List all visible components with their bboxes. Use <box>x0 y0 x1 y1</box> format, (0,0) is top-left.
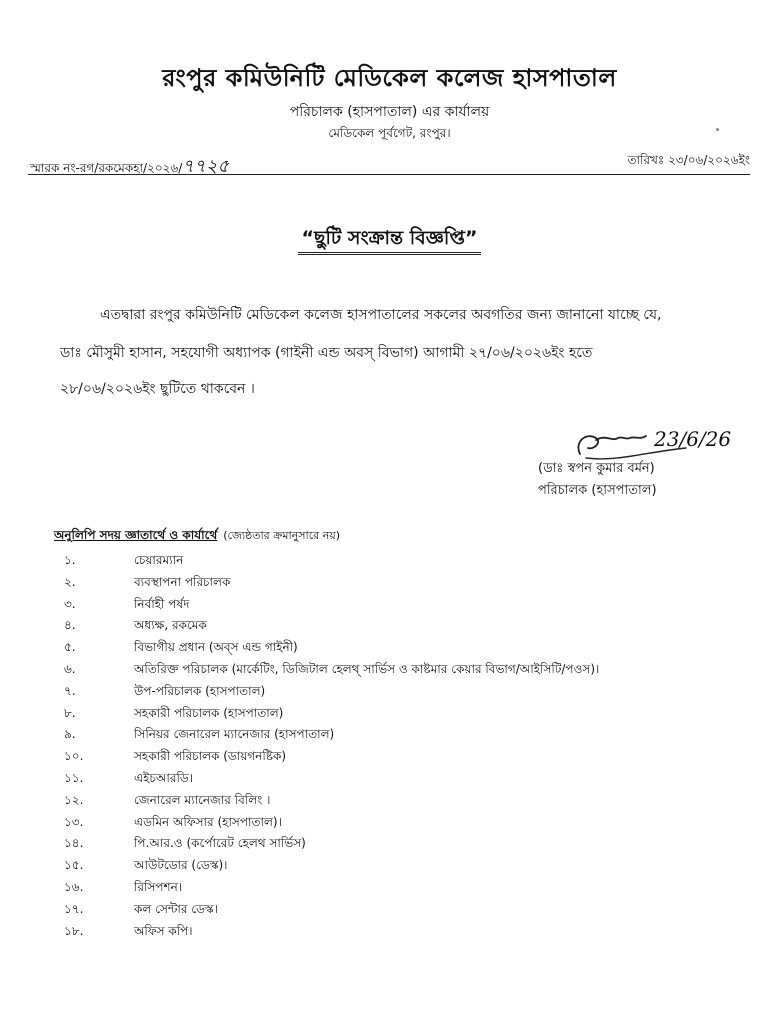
list-item <box>54 833 754 855</box>
list-item <box>54 572 754 594</box>
list-item-number: ১১. <box>64 770 84 785</box>
list-item <box>54 746 754 768</box>
list-item-number: ৯. <box>64 727 76 742</box>
list-item-text: কল সেন্টার ডেস্ক। <box>134 901 218 916</box>
list-item-text: সিনিয়র জেনারেল ম্যানেজার (হাসপাতাল) <box>134 727 335 742</box>
list-item <box>54 594 754 616</box>
list-item-text: জেনারেল ম্যানেজার বিলিং । <box>134 792 271 807</box>
list-item-text: অতিরিক্ত পরিচালক (মার্কেটিং, ডিজিটাল হেলথ্ সার্ভিস ও কাষ্টমার কেয়ার বিভাগ/আইসিটি/পওস)। <box>134 661 600 676</box>
copy-heading-note: (জ্যেষ্ঠতার ক্রমানুসারে নয়) <box>223 529 341 542</box>
memo-reference-prefix: স্মারক নং-রগ/রকমেকহা/২০২৬/ <box>30 161 183 175</box>
list-item-text: এইচআরডি। <box>134 770 194 785</box>
list-item-number: ১০. <box>64 749 84 764</box>
list-item-number: ৫. <box>64 640 76 655</box>
list-item-text: চেয়ারম্যান <box>134 553 184 567</box>
signatory-name: (ডাঃ স্বপন কুমার বর্মন) <box>538 461 655 476</box>
list-item <box>54 681 754 703</box>
list-item-number: ১৬. <box>64 879 84 894</box>
list-item-text: রিসিপশন। <box>134 879 183 894</box>
list-item <box>54 899 754 921</box>
list-item-number: ৬. <box>64 661 76 676</box>
list-item-number: ১৪. <box>64 836 84 851</box>
list-item-text: অফিস কপি। <box>134 923 193 938</box>
notice-title <box>0 224 779 256</box>
memo-reference <box>30 152 229 183</box>
list-item <box>54 615 754 637</box>
list-item-text: নির্বাহী পর্ষদ <box>134 596 190 611</box>
list-item-number: ৪. <box>64 618 76 633</box>
copy-distribution-list <box>54 550 754 942</box>
list-item-number: ১৮. <box>64 923 84 938</box>
notice-body-line-2: ডাঃ মৌসুমী হাসান, সহযোগী অধ্যাপক (গাইনী এন্ড অবস্ বিভাগ) আগামী ২৭/০৬/২০২৬ইং হতে <box>60 345 593 361</box>
institution-address: মেডিকেল পূর্বগেট, রংপুর। <box>328 126 451 140</box>
list-item <box>54 877 754 899</box>
list-item <box>54 768 754 790</box>
list-item-text: এডমিন অফিসার (হাসপাতাল)। <box>134 814 282 829</box>
list-item-text: সহকারী পরিচালক (ডায়গনষ্টিক) <box>134 749 287 764</box>
list-item-number: ২. <box>64 574 76 589</box>
notice-title-text: “ছুটি সংক্রান্ত বিজ্ঞপ্তি” <box>298 227 482 255</box>
reference-row <box>30 152 750 177</box>
memo-reference-number: ৭৭২৫ <box>182 156 230 177</box>
list-item-number: ১৫. <box>64 858 84 873</box>
list-item <box>54 855 754 877</box>
list-item <box>54 550 754 572</box>
list-item-text: অধ্যক্ষ, রকমেক <box>134 618 207 633</box>
list-item-text: আউটডোর (ডেস্ক)। <box>134 858 228 873</box>
list-item <box>54 724 754 746</box>
office-name: পরিচালক (হাসপাতাল) এর কার্যালয় <box>289 104 490 120</box>
list-item-text: সহকারী পরিচালক (হাসপাতাল) <box>134 705 284 720</box>
list-item <box>54 659 754 681</box>
list-item <box>54 812 754 834</box>
list-item-text: বিভাগীয় প্রধান (অব্স এন্ড গাইনী) <box>134 640 298 655</box>
list-item-number: ১৭. <box>64 901 84 916</box>
list-item <box>54 790 754 812</box>
list-item-number: ৩. <box>64 596 76 611</box>
list-item-number: ৭. <box>64 683 76 698</box>
notice-body-line-1: এতদ্বারা রংপুর কমিউনিটি মেডিকেল কলেজ হাসপাতালের সকলের অবগতির জন্য জানানো যাচ্ছে যে, <box>100 307 662 323</box>
list-item <box>54 703 754 725</box>
signature-date: 23/6/26 <box>654 427 732 451</box>
list-item-number: ৮. <box>64 705 76 720</box>
list-item <box>54 637 754 659</box>
header-divider <box>28 174 750 175</box>
signatory-title: পরিচালক (হাসপাতাল) <box>538 483 657 498</box>
list-item-text: পি.আর.ও (কর্পোরেট হেলথ সার্ভিস) <box>134 836 306 851</box>
institution-title: রংপুর কমিউনিটি মেডিকেল কলেজ হাসপাতাল <box>162 64 617 92</box>
copy-heading-text: অনুলিপি সদয় জ্ঞাতার্থে ও কার্যার্থে <box>54 528 218 542</box>
list-item <box>54 921 754 943</box>
memo-date: তারিখঃ ২৩/০৬/২০২৬ইং <box>627 153 750 167</box>
scan-speck <box>716 128 719 131</box>
list-item-text: ব্যবস্থাপনা পরিচালক <box>134 574 231 589</box>
list-item-number: ১৩. <box>64 814 84 829</box>
list-item-number: ১২. <box>64 792 84 807</box>
notice-body-line-3: ২৮/০৬/২০২৬ইং ছুটিতে থাকবেন । <box>60 381 255 397</box>
list-item-number: ১. <box>64 553 76 567</box>
copy-distribution-heading <box>54 527 340 547</box>
list-item-text: উপ-পরিচালক (হাসপাতাল) <box>134 683 266 698</box>
